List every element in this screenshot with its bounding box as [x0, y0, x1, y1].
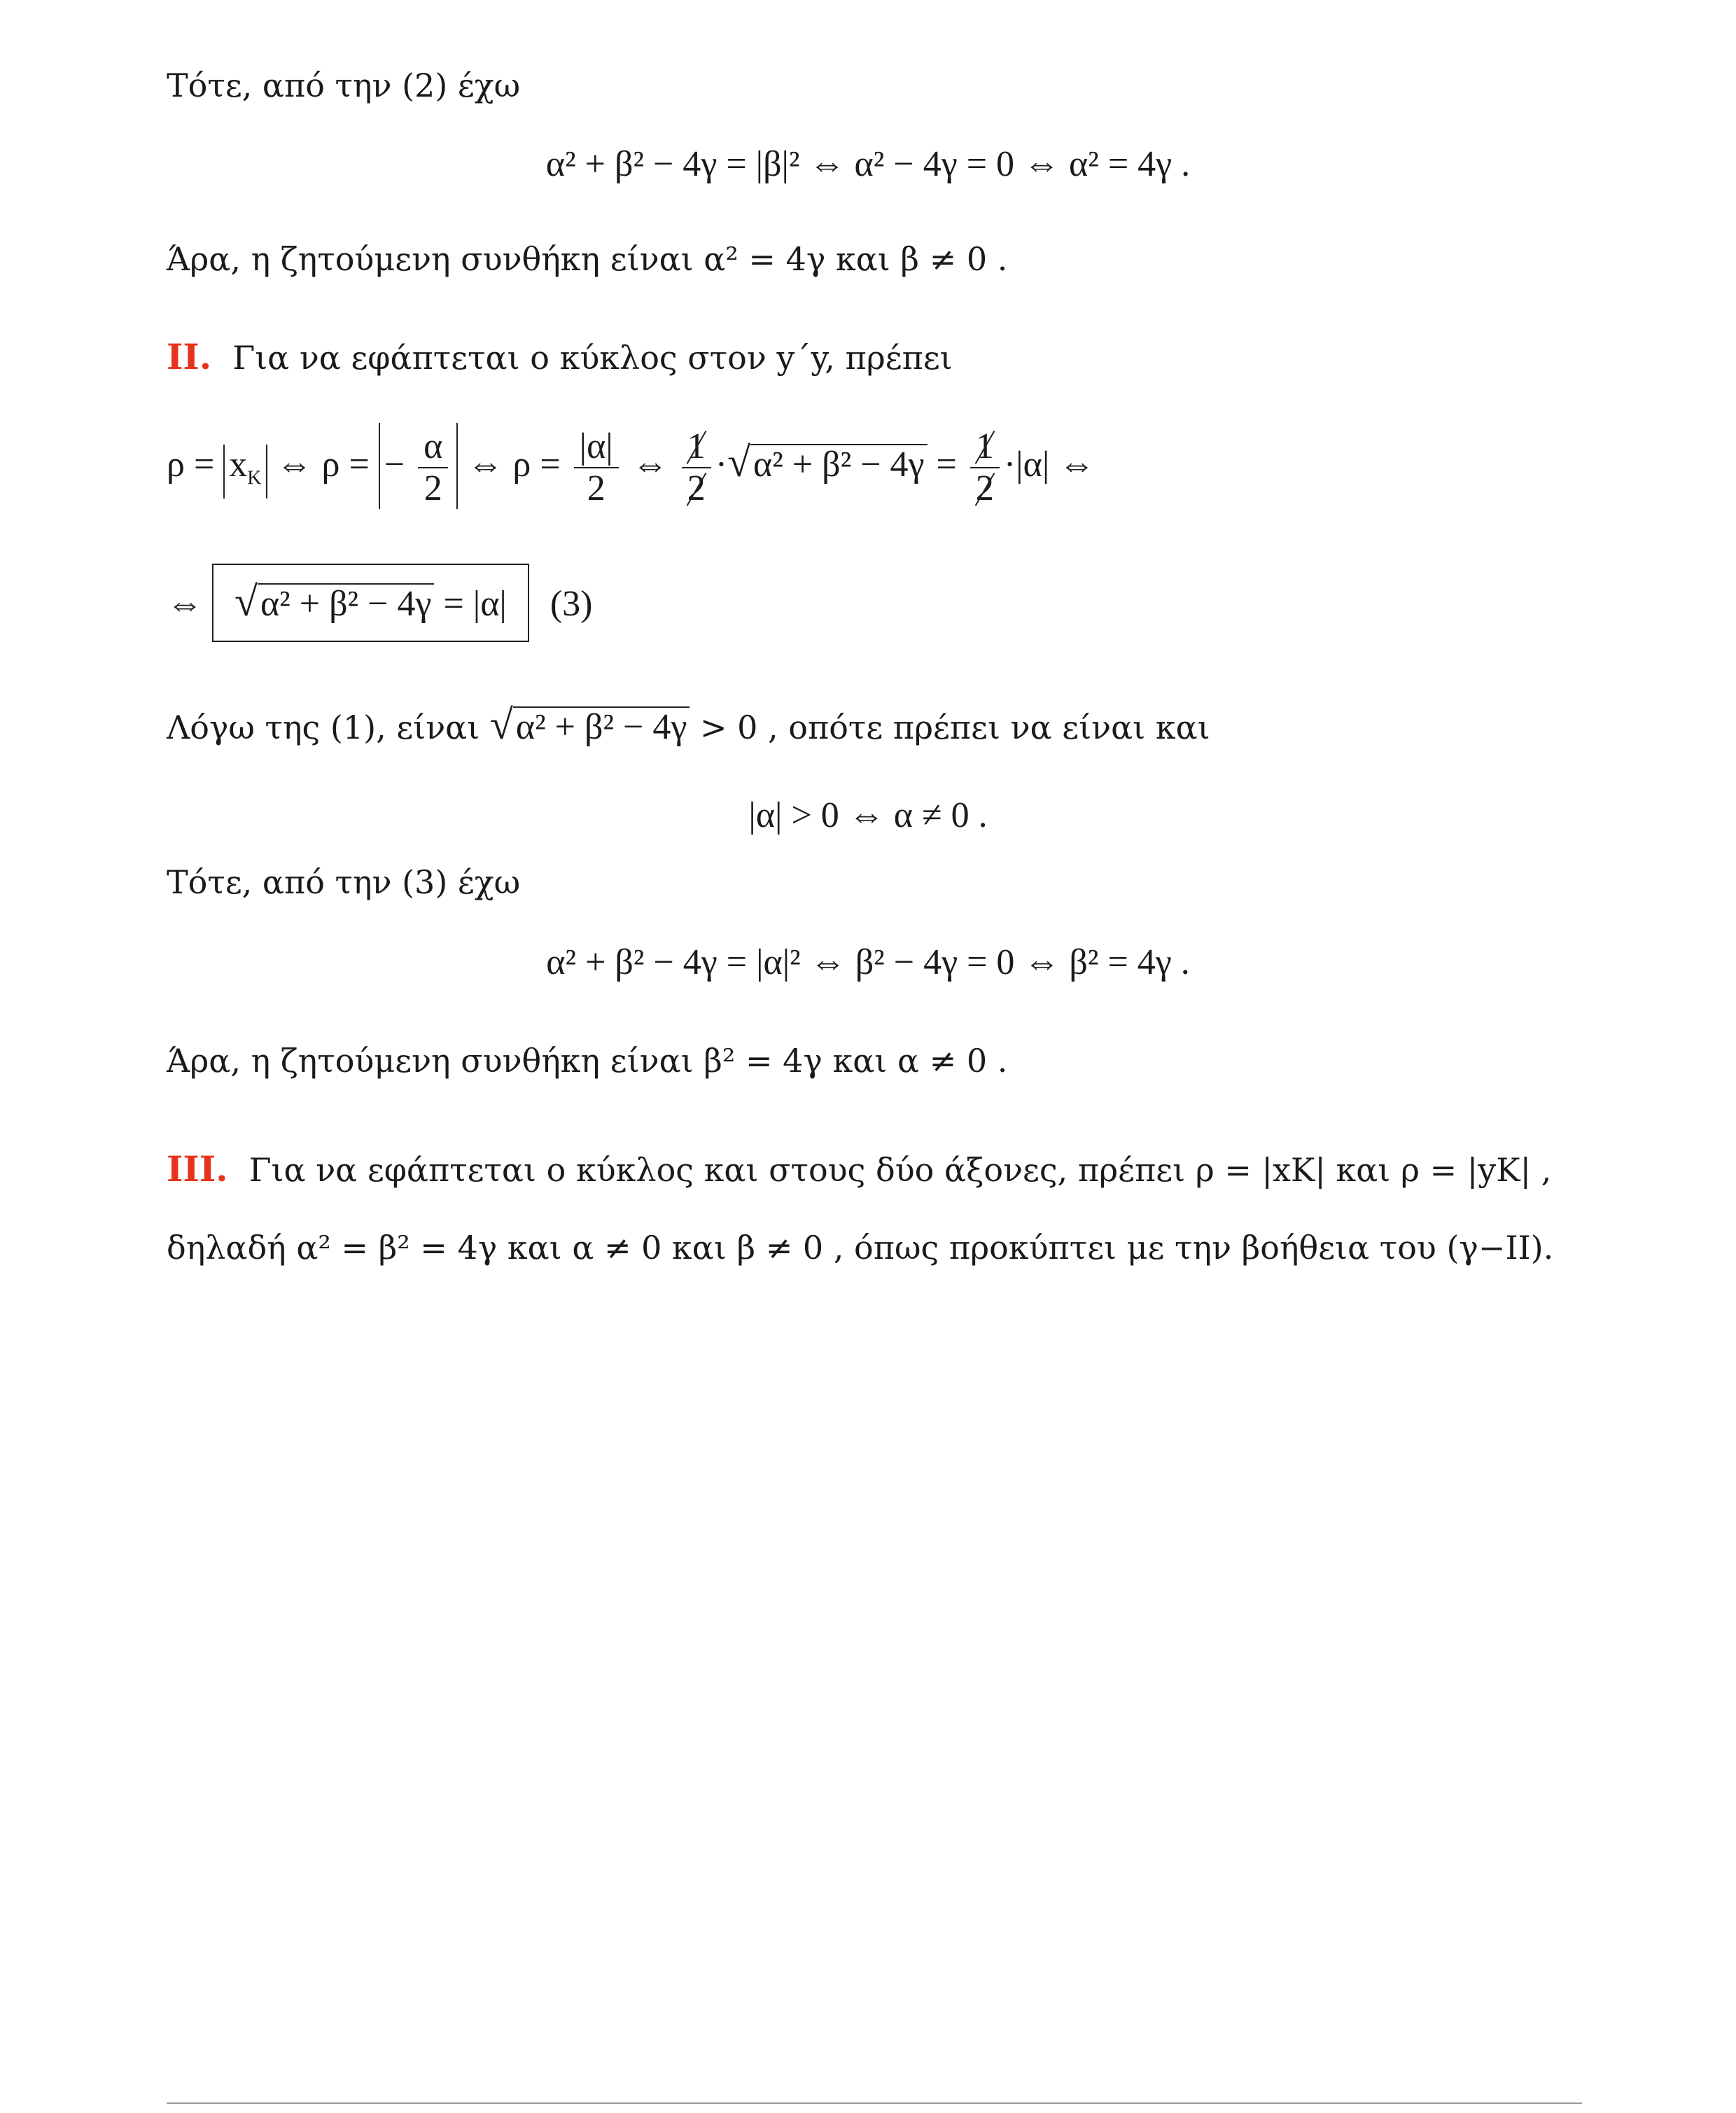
section-text: Για να εφάπτεται ο κύκλος στον y΄y, πρέπει	[232, 339, 953, 377]
fraction	[970, 426, 1000, 509]
eq-part: ⇔	[622, 445, 678, 484]
section-line	[167, 336, 953, 379]
conclusion-line: Άρα, η ζητούμενη συνθήκη είναι α² = 4γ και β ≠ 0 .	[167, 240, 1008, 278]
equation-number: (3)	[550, 584, 593, 624]
sqrt-sign: √	[489, 702, 513, 748]
fraction	[682, 426, 711, 509]
footer-rule	[167, 2102, 1582, 2104]
section-heading: II.	[167, 336, 212, 377]
text-line: δηλαδή α² = β² = 4γ και α ≠ 0 και β ≠ 0 , όπως προκύπτει με την βοήθεια του (γ−ΙΙ).	[167, 1229, 1554, 1267]
section-text: Για να εφάπτεται ο κύκλος και στους δύο άξονες, πρέπει ρ = |xΚ| και ρ = |yΚ| ,	[248, 1151, 1552, 1189]
fraction-num: 1	[682, 426, 711, 468]
text-part: > 0 , οπότε πρέπει να είναι και	[690, 709, 1210, 746]
eq-part: ⇔	[167, 584, 203, 624]
eq-part: −	[384, 445, 405, 484]
eq-part: =	[927, 445, 966, 484]
eq-part: x	[229, 445, 248, 484]
eq-part: ⇔ ρ =	[458, 445, 570, 484]
fraction	[418, 426, 448, 509]
equation-chain	[167, 420, 1095, 509]
eq-part: = |α|	[434, 584, 507, 624]
equation: |α| > 0 ⇔ α ≠ 0 .	[748, 795, 988, 835]
text-line	[167, 704, 1210, 748]
abs-value	[223, 445, 267, 498]
eq-part: ·	[715, 445, 728, 484]
fraction-den: 2	[682, 468, 711, 509]
section-line	[167, 1148, 1551, 1191]
sqrt-content: α² + β² − 4γ	[513, 706, 690, 747]
sqrt-content: α² + β² − 4γ	[750, 444, 927, 484]
equation: α² + β² − 4γ = |α|² ⇔ β² − 4γ = 0 ⇔ β² = 4γ .	[546, 942, 1190, 982]
fraction-num: 1	[970, 426, 1000, 468]
text-part: Λόγω της (1), είναι	[167, 709, 490, 746]
text-line: Τότε, από την (2) έχω	[167, 67, 521, 104]
boxed-equation	[212, 564, 529, 642]
eq-subscript: Κ	[247, 467, 262, 489]
sqrt-sign: √	[727, 439, 750, 485]
fraction-num: α	[418, 426, 448, 468]
sqrt-sign: √	[234, 578, 258, 625]
sqrt-content: α² + β² − 4γ	[258, 583, 435, 624]
conclusion-line: Άρα, η ζητούμενη συνθήκη είναι β² = 4γ και α ≠ 0 .	[167, 1042, 1008, 1080]
text-line: Τότε, από την (3) έχω	[167, 863, 521, 901]
fraction-den: 2	[970, 468, 1000, 509]
eq-part: ρ =	[167, 445, 224, 484]
fraction-num: |α|	[574, 426, 619, 468]
fraction-den: 2	[587, 468, 606, 509]
eq-part: ·|α| ⇔	[1003, 445, 1096, 484]
section-heading: III.	[167, 1148, 228, 1190]
fraction-den: 2	[424, 468, 442, 509]
boxed-equation-line	[167, 564, 592, 642]
abs-value	[379, 423, 458, 509]
equation: α² + β² − 4γ = |β|² ⇔ α² − 4γ = 0 ⇔ α² = 4γ .	[545, 144, 1191, 184]
eq-part: ⇔ ρ =	[267, 445, 379, 484]
fraction	[574, 426, 619, 509]
